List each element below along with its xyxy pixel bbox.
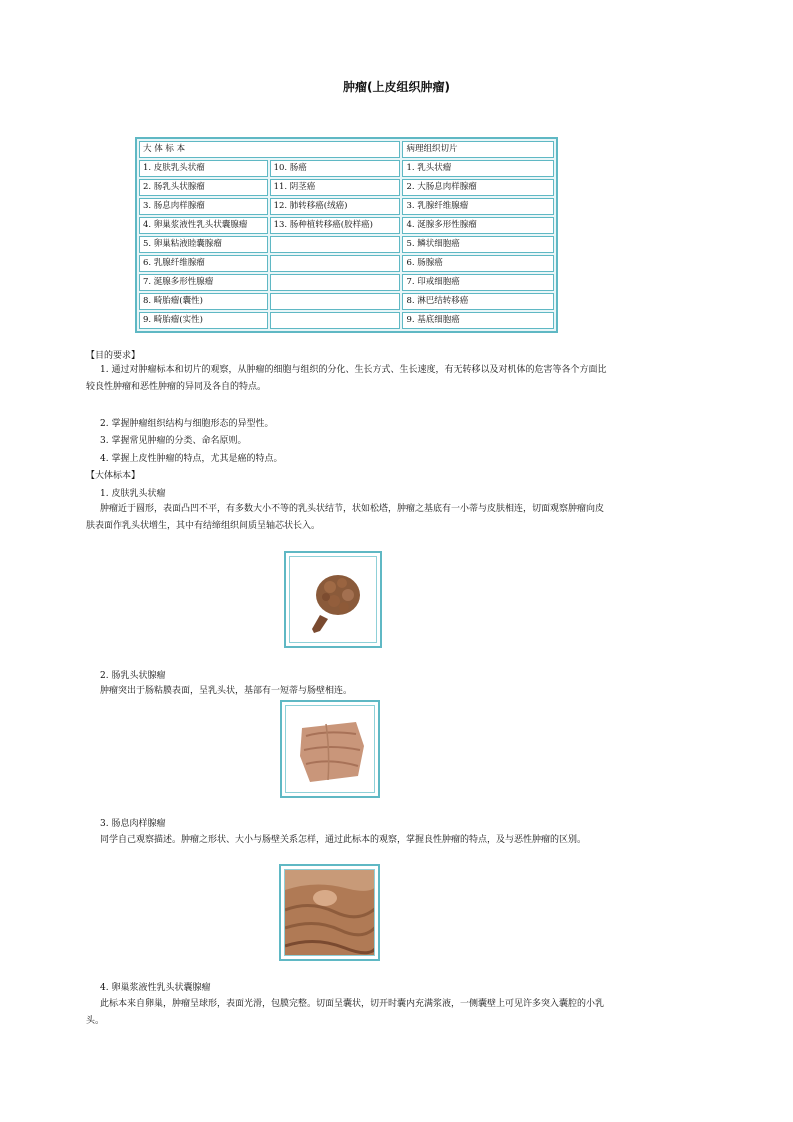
slide-cell: 3. 乳腺纤维腺瘤	[402, 198, 554, 215]
skin-papilloma-image	[290, 557, 377, 643]
table-row	[139, 198, 554, 215]
slide-cell: 5. 鳞状细胞癌	[402, 236, 554, 253]
slide-cell: 6. 肠腺癌	[402, 255, 554, 272]
specimen-1-photo-frame	[284, 551, 382, 648]
specimen-2-text: 肿瘤突出于肠粘膜表面，呈乳头状，基部有一短蒂与肠壁相连。	[100, 686, 353, 696]
specimen-1-title: 1. 皮肤乳头状瘤	[100, 489, 166, 499]
gross-specimen-cell-2	[270, 255, 401, 272]
gross-specimen-cell-2: 11. 阴茎癌	[270, 179, 401, 196]
table-row	[139, 217, 554, 234]
gross-specimen-cell: 9. 畸胎瘤(实性)	[139, 312, 268, 329]
table-row	[139, 312, 554, 329]
table-row	[139, 255, 554, 272]
table-header-row	[139, 141, 554, 158]
gross-specimen-cell: 3. 肠息肉样腺瘤	[139, 198, 268, 215]
slide-cell: 4. 涎腺多形性腺瘤	[402, 217, 554, 234]
table-row	[139, 236, 554, 253]
specimen-3-text: 同学自己观察描述。肿瘤之形状、大小与肠壁关系怎样，通过此标本的观察，掌握良性肿瘤的特点，及与恶性肿瘤的区别。	[100, 835, 587, 845]
specimen-2-photo-frame	[280, 700, 380, 798]
specimen-3-photo-frame	[279, 864, 380, 961]
table-header-slides: 病理组织切片	[402, 141, 554, 158]
gross-specimen-cell: 4. 卵巢浆液性乳头状囊腺瘤	[139, 217, 268, 234]
table-row	[139, 274, 554, 291]
table-row	[139, 293, 554, 310]
specimen-4-text: 此标本来自卵巢，肿瘤呈球形，表面光滑，包膜完整。切面呈囊状，切开时囊内充满浆液，一侧囊壁上可见许多突入囊腔的小乳头。	[86, 999, 605, 1026]
gross-specimen-cell-2: 12. 肺转移癌(绒癌)	[270, 198, 401, 215]
intestinal-papillary-adenoma-image	[286, 706, 375, 793]
slide-cell: 1. 乳头状瘤	[402, 160, 554, 177]
table-row	[139, 179, 554, 196]
slide-cell: 8. 淋巴结转移癌	[402, 293, 554, 310]
goal-3: 3. 掌握常见肿瘤的分类、命名原则。	[100, 436, 247, 446]
gross-specimen-cell-2: 10. 肠癌	[270, 160, 401, 177]
specimen-3-title: 3. 肠息肉样腺瘤	[100, 819, 166, 829]
table-header-gross: 大 体 标 本	[139, 141, 400, 158]
specimen-2-title: 2. 肠乳头状腺瘤	[100, 671, 166, 681]
gross-specimen-cell-2	[270, 312, 401, 329]
gross-specimen-cell: 8. 畸胎瘤(囊性)	[139, 293, 268, 310]
specimen-1-text: 肿瘤近于圆形，表面凸凹不平，有多数大小不等的乳头状结节，状如松塔，肿瘤之基底有一小蒂与皮肤相连，切面观察肿瘤向皮肤表面作乳头状增生，其中有结缔组织间质呈轴芯状长入。	[86, 504, 605, 531]
intestinal-polyp-adenoma-image	[285, 870, 375, 956]
gross-specimen-cell-2	[270, 274, 401, 291]
slide-cell: 2. 大肠息肉样腺瘤	[402, 179, 554, 196]
goals-heading: 【目的要求】	[86, 351, 141, 361]
slide-cell: 9. 基底细胞癌	[402, 312, 554, 329]
page-title: 肿瘤(上皮组织肿瘤)	[343, 80, 450, 94]
specimen-4-title: 4. 卵巢浆液性乳头状囊腺瘤	[100, 983, 211, 993]
goal-4: 4. 掌握上皮性肿瘤的特点，尤其是癌的特点。	[100, 454, 283, 464]
goal-2: 2. 掌握肿瘤组织结构与细胞形态的异型性。	[100, 419, 274, 429]
gross-heading: 【大体标本】	[86, 471, 141, 481]
slide-cell: 7. 印戒细胞癌	[402, 274, 554, 291]
goal-1: 1. 通过对肿瘤标本和切片的观察，从肿瘤的细胞与组织的分化、生长方式、生长速度，有无转移以及对机体的危害等各个方面比较良性肿瘤和恶性肿瘤的异同及各自的特点。	[86, 365, 607, 392]
gross-specimen-cell-2: 13. 肠种植转移癌(胶样癌)	[270, 217, 401, 234]
gross-specimen-cell: 5. 卵巢粘液睦囊腺瘤	[139, 236, 268, 253]
table-row	[139, 160, 554, 177]
gross-specimen-cell: 7. 涎腺多形性腺瘤	[139, 274, 268, 291]
gross-specimen-cell: 6. 乳腺纤维腺瘤	[139, 255, 268, 272]
gross-specimen-cell-2	[270, 236, 401, 253]
gross-specimen-cell: 1. 皮肤乳头状瘤	[139, 160, 268, 177]
gross-specimen-cell-2	[270, 293, 401, 310]
gross-specimen-cell: 2. 肠乳头状腺瘤	[139, 179, 268, 196]
specimen-table	[135, 137, 558, 333]
